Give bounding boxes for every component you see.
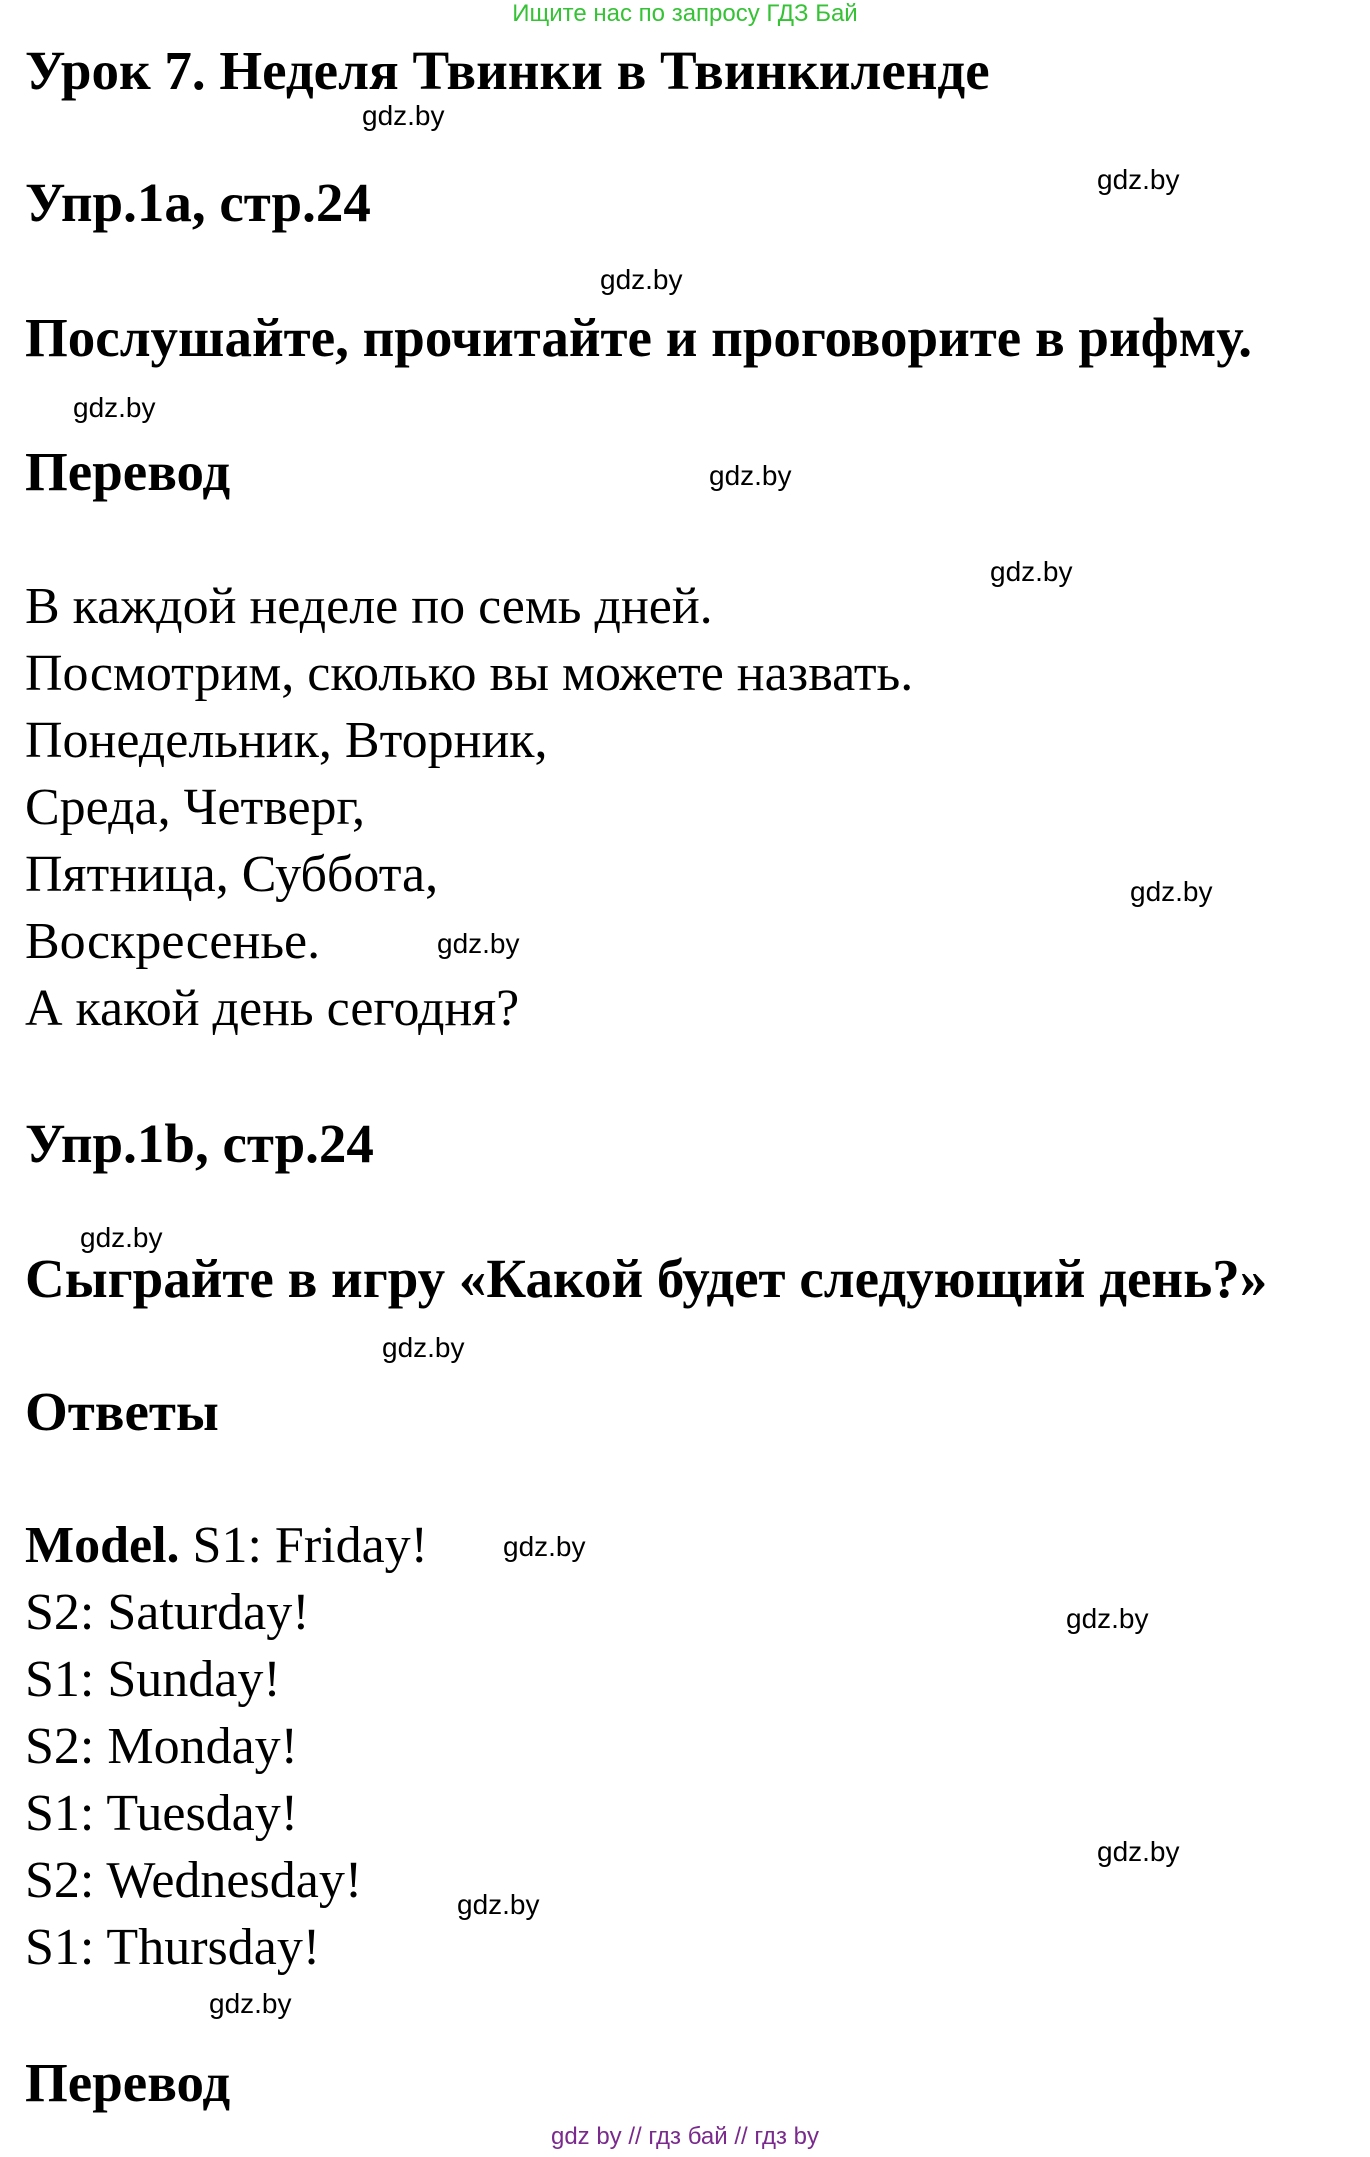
- watermark: gdz.by: [709, 460, 792, 491]
- watermark: gdz.by: [990, 556, 1073, 587]
- watermark: gdz.by: [1097, 1836, 1180, 1867]
- ex1b-task: Сыграйте в игру «Какой будет следующий день?»: [25, 1248, 1268, 1309]
- watermark: gdz.by: [503, 1531, 586, 1562]
- watermark: gdz.by: [1097, 164, 1180, 195]
- dialogue-line: S1: Thursday!: [25, 1919, 321, 1976]
- ex1a-translation-label: Перевод: [25, 441, 231, 502]
- model-label: Model.: [25, 1517, 180, 1574]
- watermark: gdz.by: [1066, 1603, 1149, 1634]
- dialogue-line: S2: Saturday!: [25, 1584, 310, 1641]
- watermark: gdz.by: [382, 1332, 465, 1363]
- dialogue-line: S1: Sunday!: [25, 1651, 281, 1708]
- poem-line: А какой день сегодня?: [25, 980, 520, 1037]
- lesson-title: Урок 7. Неделя Твинки в Твинкиленде: [25, 40, 990, 101]
- watermark: gdz.by: [600, 264, 683, 295]
- poem-line: Понедельник, Вторник,: [25, 712, 548, 769]
- poem-line: В каждой неделе по семь дней.: [25, 578, 713, 635]
- poem-line: Пятница, Суббота,: [25, 846, 439, 903]
- poem-line: Воскресенье.: [25, 913, 321, 970]
- dialogue-line: S2: Monday!: [25, 1718, 298, 1775]
- watermark: gdz.by: [73, 392, 156, 423]
- dialogue-line: S2: Wednesday!: [25, 1852, 363, 1909]
- top-banner: Ищите нас по запросу ГДЗ Бай: [512, 0, 858, 27]
- watermark: gdz.by: [362, 100, 445, 131]
- ex1b-heading: Упр.1b, стр.24: [25, 1113, 374, 1174]
- poem-line: Посмотрим, сколько вы можете назвать.: [25, 645, 914, 702]
- watermark: gdz.by: [1130, 876, 1213, 907]
- watermark: gdz.by: [80, 1222, 163, 1253]
- dialogue-text: S1: Friday!: [192, 1517, 428, 1574]
- ex1b-translation-label: Перевод: [25, 2052, 231, 2113]
- ex1a-task: Послушайте, прочитайте и проговорите в рифму.: [25, 307, 1252, 368]
- dialogue-line: S1: Tuesday!: [25, 1785, 299, 1842]
- footer-links: gdz by // гдз бай // гдз by: [550, 2123, 820, 2150]
- poem-line: Среда, Четверг,: [25, 779, 366, 836]
- ex1a-heading: Упр.1a, стр.24: [25, 172, 371, 233]
- ex1b-answers-label: Ответы: [25, 1381, 219, 1442]
- watermark: gdz.by: [437, 928, 520, 959]
- watermark: gdz.by: [457, 1889, 540, 1920]
- watermark: gdz.by: [209, 1988, 292, 2019]
- dialogue-line: [25, 1515, 428, 1577]
